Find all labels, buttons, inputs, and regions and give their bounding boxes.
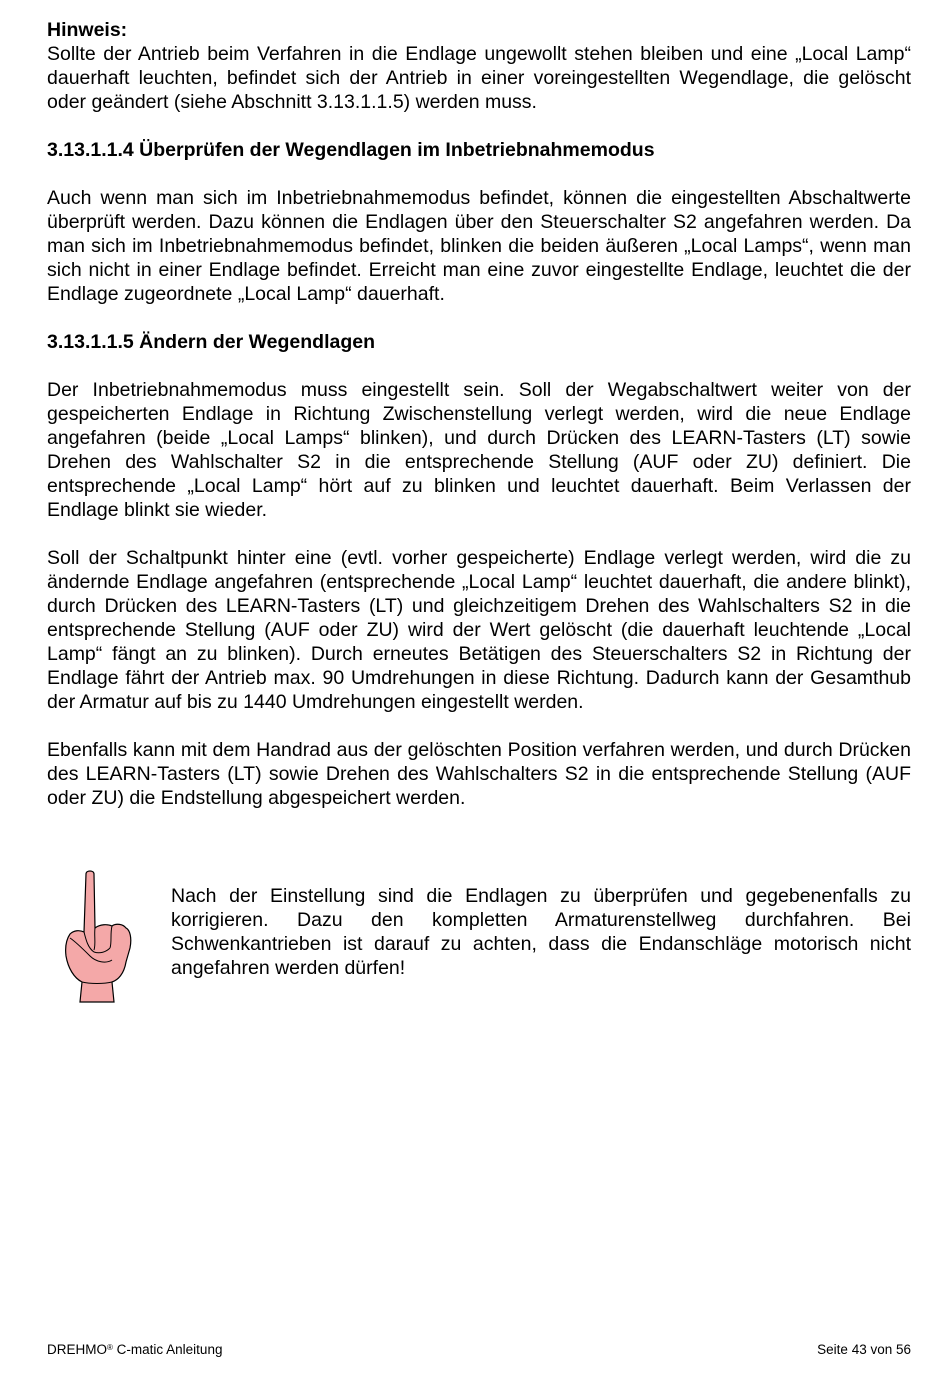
footer-product: C-matic Anleitung [112, 1342, 223, 1357]
page-number: Seite 43 von 56 [817, 1342, 911, 1357]
document-body [47, 18, 911, 810]
pointing-hand-icon [60, 868, 136, 1006]
hint-title: Hinweis: [47, 19, 128, 41]
registered-mark: ® [107, 1343, 113, 1352]
section-4-text: Auch wenn man sich im Inbetriebnahmemodus befindet, können die eingestellten Abschaltwerte überprüft werden. Dazu können die Endlagen über den Steuerschalter S2 angefahren werden. Da man sich im Inbetriebnahmemodus befindet, blinken die beiden äußeren „Local Lamps“, wenn man sich nicht in einer Endlage befindet. Erreicht man eine zuvor eingestellte Endlage, leuchtet die der Endlage zugeordnete „Local Lamp“ dauerhaft. [47, 187, 911, 305]
section-5-heading: 3.13.1.1.5 Ändern der Wegendlagen [47, 331, 375, 353]
section-5-paragraph: Ebenfalls kann mit dem Handrad aus der gelöschten Position verfahren werden, und durch Drücken des LEARN-Tasters (LT) sowie Drehen des Wahlschalters S2 in die entsprechende Stellung (AUF oder ZU) die Endstellung abgespeichert werden. [47, 739, 911, 809]
section-4-heading: 3.13.1.1.4 Überprüfen der Wegendlagen im Inbetriebnahmemodus [47, 139, 655, 161]
hint-text: Sollte der Antrieb beim Verfahren in die Endlage ungewollt stehen bleiben und eine „Local Lamp“ dauerhaft leuchten, befindet sich der Antrieb in einer voreingestellten Wegendlage, die gelöscht oder geändert (siehe Abschnitt 3.13.1.1.5) werden muss. [47, 43, 911, 113]
footer-document-title [47, 1342, 222, 1358]
note-text: Nach der Einstellung sind die Endlagen zu überprüfen und gegebenenfalls zu korrigieren. Dazu den kompletten Armaturenstellweg durchfahren. Bei Schwenkantrieben ist darauf zu achten, dass die Endanschläge motorisch nicht angefahren werden dürfen! [171, 885, 911, 979]
section-5-paragraph: Soll der Schaltpunkt hinter eine (evtl. vorher gespeicherte) Endlage verlegt werden, wird die zu ändernde Endlage angefahren (entsprechende „Local Lamp“ leuchtet dauerhaft, die andere blinkt), durch Drücken des LEARN-Tasters (LT) und gleichzeitigem Drehen des Wahlschalters S2 in die entsprechende Stellung (AUF oder ZU) wird der Wert gelöscht (die dauerhaft leuchtende „Local Lamp“ fängt an zu blinken). Durch erneutes Betätigen des Steuerschalters S2 in Richtung der Endlage fährt der Antrieb max. 90 Umdrehungen in diese Richtung. Dadurch kann der Gesamthub der Armatur auf bis zu 1440 Umdrehungen eingestellt werden. [47, 547, 911, 713]
section-5-paragraph: Der Inbetriebnahmemodus muss eingestellt sein. Soll der Wegabschaltwert weiter von der gespeicherten Endlage in Richtung Zwischenstellung verlegt werden, wird die neue Endlage angefahren (beide „Local Lamps“ blinken), und durch Drücken des LEARN-Tasters (LT) sowie Drehen des Wahlschalter S2 in die entsprechende Stellung (AUF oder ZU) definiert. Die entsprechende „Local Lamp“ hört auf zu blinken und leuchtet dauerhaft. Beim Verlassen der Endlage blinkt sie wieder. [47, 379, 911, 521]
footer-brand: DREHMO [47, 1342, 107, 1357]
hand-shape [66, 871, 131, 1002]
